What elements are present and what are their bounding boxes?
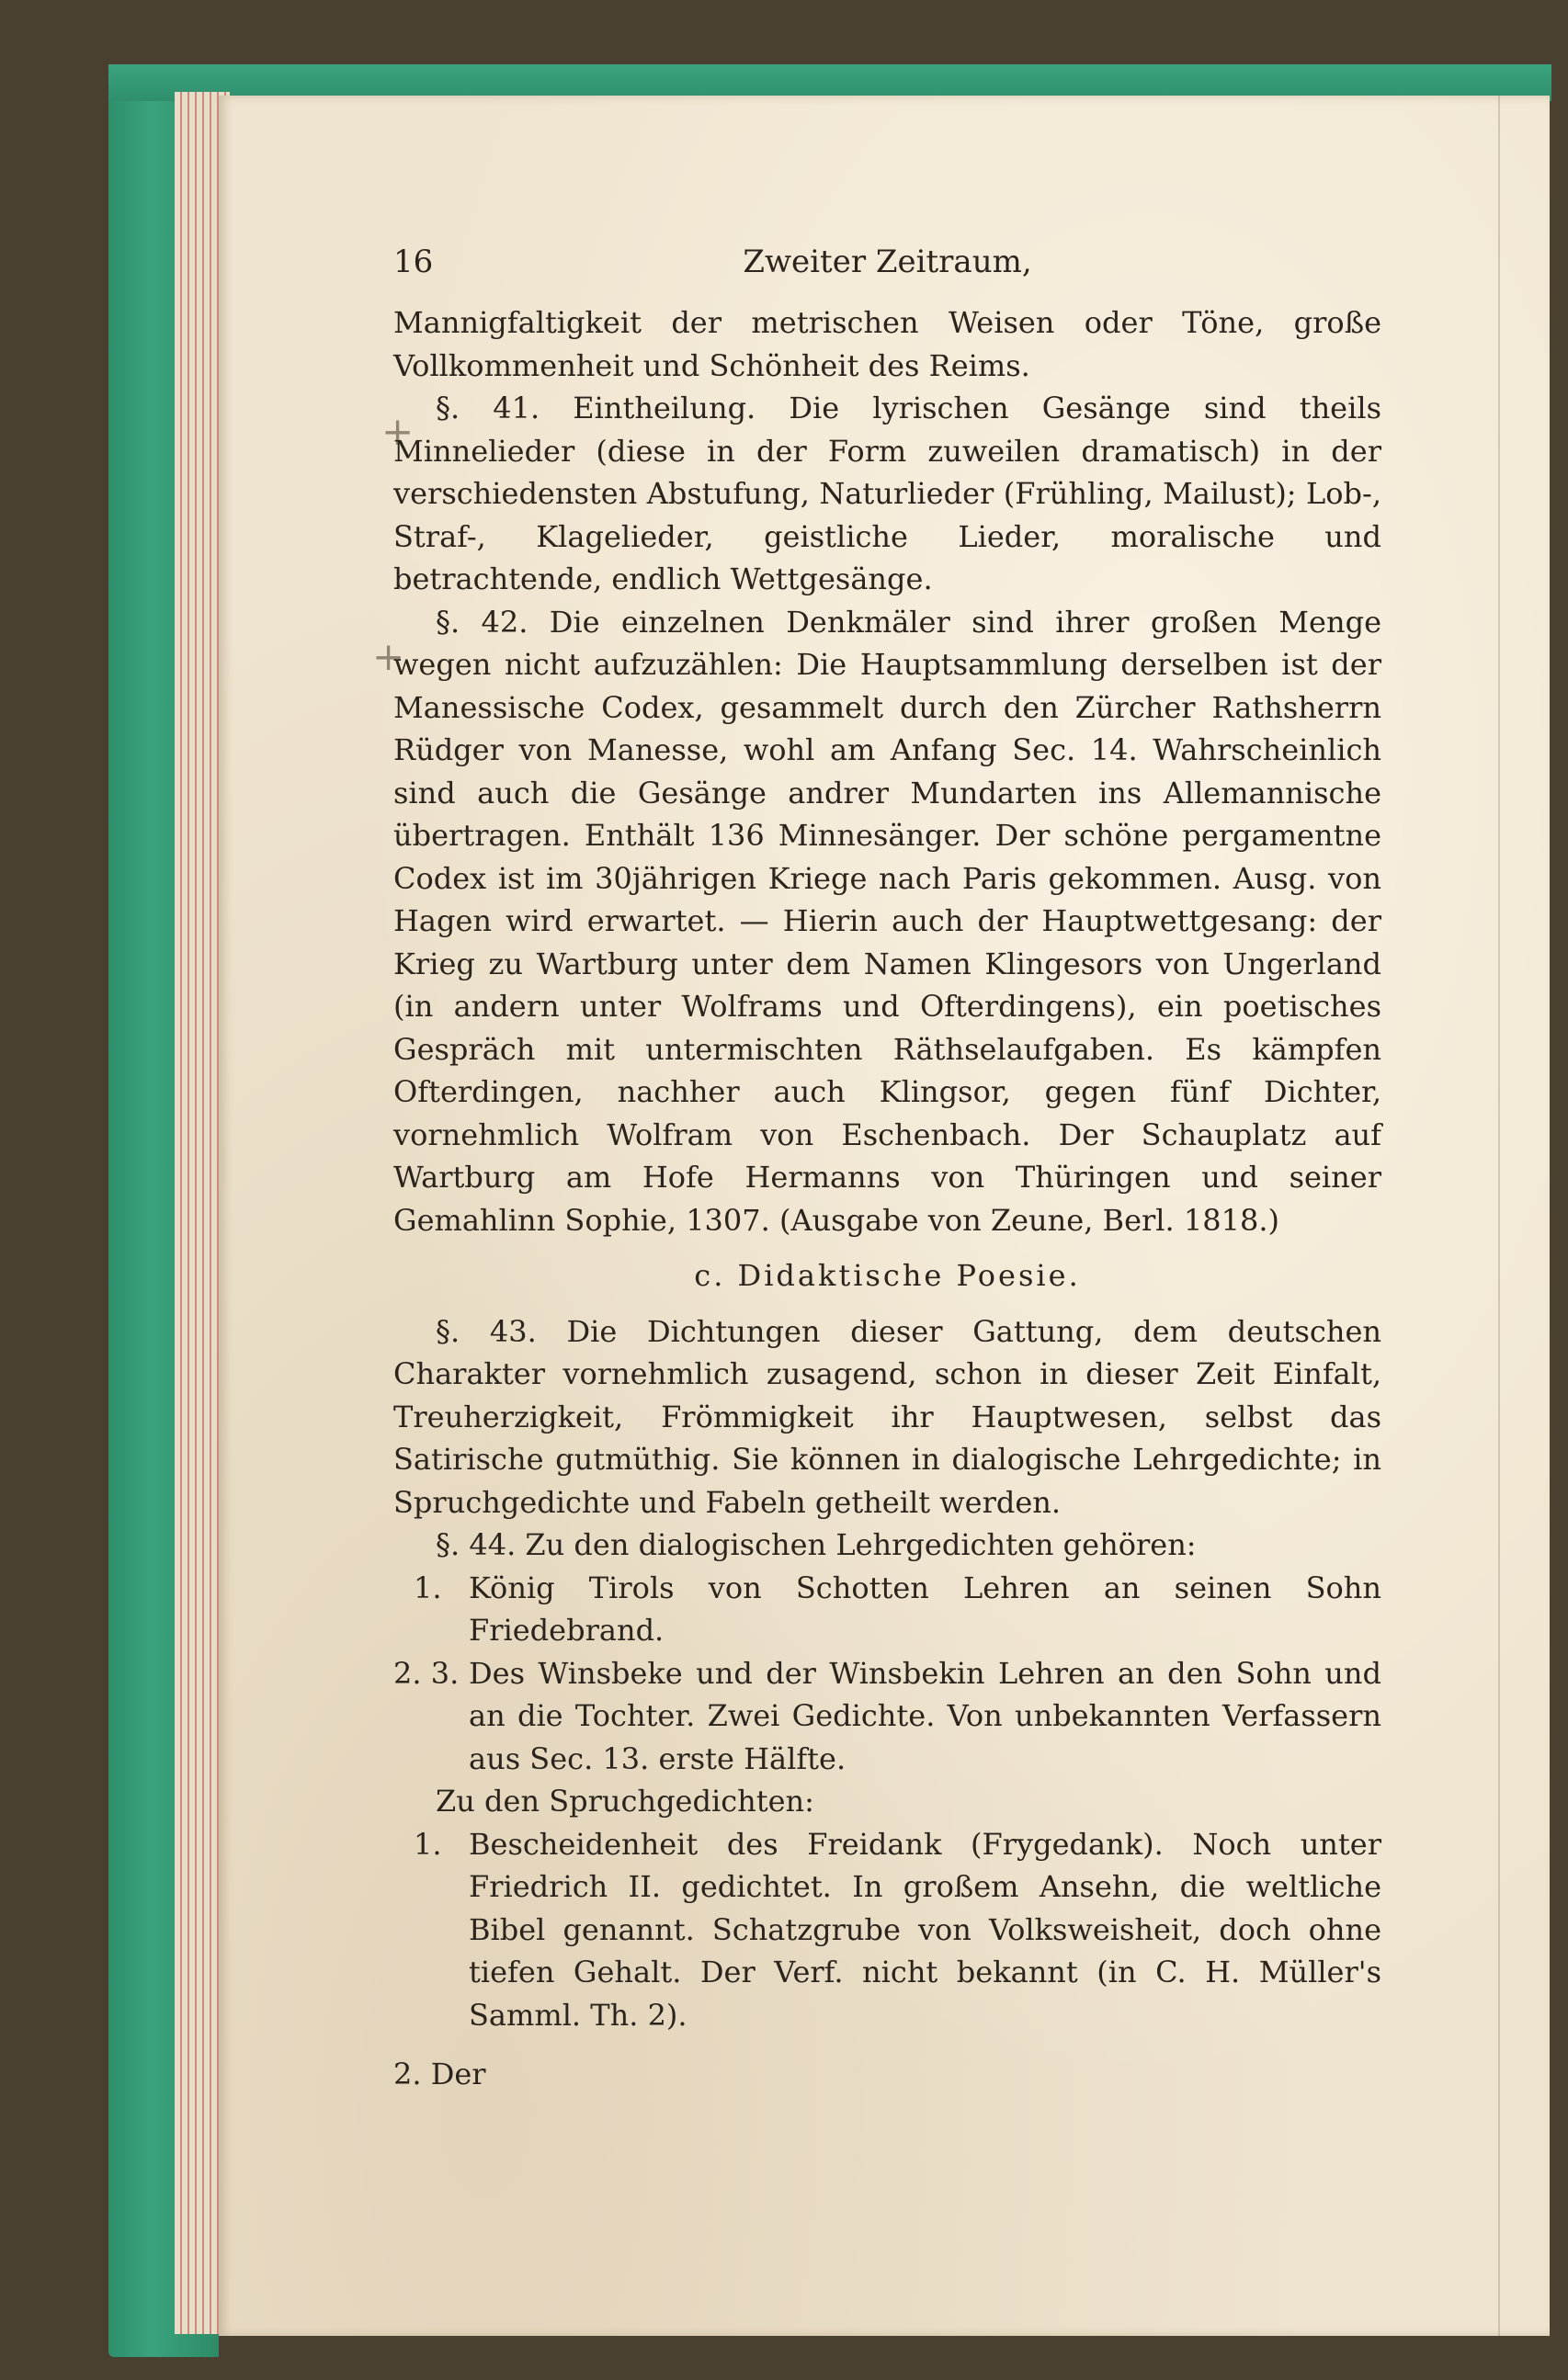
list-text: König Tirols von Schotten Lehren an seinen Sohn Friedebrand. <box>469 1570 1381 1648</box>
list-number: 2. 3. <box>393 1655 460 1691</box>
catchword: 2. Der <box>393 2057 486 2091</box>
list-item <box>393 1652 1381 1781</box>
paragraph-section-41: §. 41. Eintheilung. Die lyrischen Gesänge sind theils Minnelieder (diese in der Form zuweilen dramatisch) in der verschiedensten Abstufung, Naturlieder (Frühling, Mailust); Lob-, Straf-, Klagelieder, geistliche Lieder, moralische und betrachtende, endlich Wettgesänge. <box>393 391 1381 596</box>
paragraph-section-42: §. 42. Die einzelnen Denkmäler sind ihrer großen Menge wegen nicht aufzuzählen: Die Hauptsammlung derselben ist der Manessische Codex, gesammelt durch den Zürcher Rathsherrn Rüdger von Manesse, wohl am Anfang Sec. 14. Wahrscheinlich sind auch die Gesänge andrer Mundarten ins Allemannische übertragen. Enthält 136 Minnesänger. Der schöne pergamentne Codex ist im 30jährigen Kriege nach Paris gekommen. Ausg. von Hagen wird erwartet. — Hierin auch der Hauptwettgesang: der Krieg zu Wartburg unter dem Namen Klingesors von Ungerland (in andern unter Wolframs und Ofterdingens), ein poetisches Gespräch mit untermischten Räthselaufgaben. Es kämpfen Ofterdingen, nachher auch Klingsor, gegen fünf Dichter, vornehmlich Wolfram von Eschenbach. Der Schauplatz auf Wartburg am Hofe Hermanns von Thüringen und seiner Gemahlinn Sophie, 1307. (Ausgabe von Zeune, Berl. 1818.) <box>393 604 1381 1238</box>
paragraph: Mannigfaltigkeit der metrischen Weisen oder Töne, große Vollkommenheit und Schönheit des Reims. <box>393 305 1381 383</box>
list-item <box>393 1823 1381 2037</box>
running-head: Zweiter Zeitraum, <box>743 244 1032 280</box>
page-header <box>393 241 1381 287</box>
gutter <box>1498 96 1500 2336</box>
paragraph-section-44: §. 44. Zu den dialogischen Lehrgedichten gehören: <box>436 1527 1197 1562</box>
proverb-poems-list <box>393 1823 1381 2037</box>
list-text: Des Winsbeke und der Winsbekin Lehren an den Sohn und an die Tochter. Zwei Gedichte. Von unbekannten Verfassern aus Sec. 13. erste Hälfte. <box>469 1655 1381 1776</box>
list-item <box>393 1567 1381 1652</box>
list-number: 1. <box>414 1826 442 1862</box>
section-heading: c. Didaktische Poesie. <box>694 1258 1081 1293</box>
dialogic-poems-list <box>393 1567 1381 1781</box>
page-content <box>393 241 1381 2096</box>
pencil-cross-mark: + <box>381 409 415 454</box>
pencil-cross-mark: + <box>372 634 405 679</box>
page-number: 16 <box>393 244 434 280</box>
list-number: 1. <box>414 1570 442 1605</box>
list-intro: Zu den Spruchgedichten: <box>436 1784 814 1819</box>
list-text: Bescheidenheit des Freidank (Frygedank). Noch unter Friedrich II. gedichtet. In großem Ansehn, die weltliche Bibel genannt. Schatzgrube von Volksweisheit, doch ohne tiefen Gehalt. Der Verf. nicht bekannt (in C. H. Müller's Samml. Th. 2). <box>469 1826 1381 2033</box>
paragraph-section-43: §. 43. Die Dichtungen dieser Gattung, dem deutschen Charakter vornehmlich zusagend, schon in dieser Zeit Einfalt, Treuherzigkeit, Frömmigkeit ihr Hauptwesen, selbst das Satirische gutmüthig. Sie können in dialogische Lehrgedichte; in Spruchgedichte und Fabeln getheilt werden. <box>393 1313 1381 1520</box>
